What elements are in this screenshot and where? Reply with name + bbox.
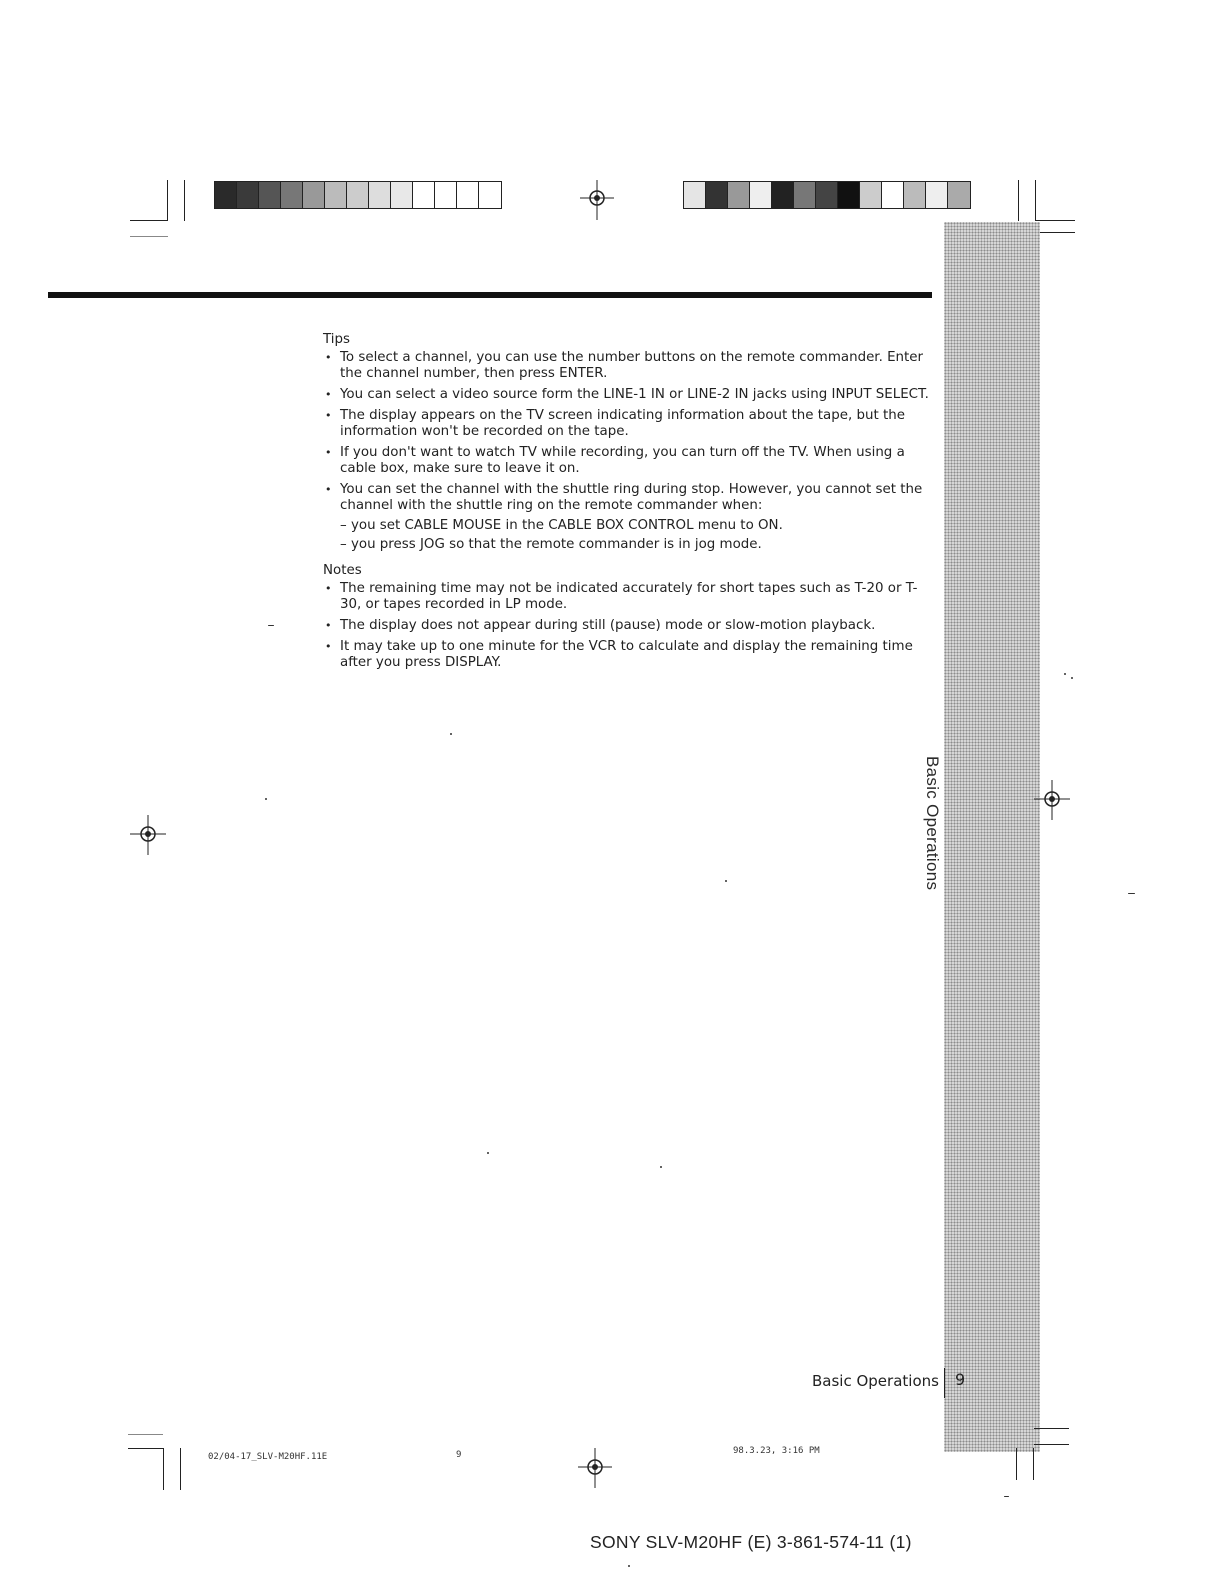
registration-mark-top bbox=[580, 180, 614, 220]
tips-list bbox=[323, 350, 933, 514]
header-rule bbox=[48, 292, 932, 298]
scan-speck bbox=[1128, 893, 1135, 894]
scan-speck bbox=[487, 1152, 489, 1154]
side-tab-label: Basic Operations bbox=[923, 756, 942, 891]
color-calibration-bar-left bbox=[214, 181, 502, 209]
page-number: 9 bbox=[955, 1370, 966, 1389]
registration-mark-left bbox=[130, 815, 166, 855]
scan-speck bbox=[450, 733, 452, 735]
main-content bbox=[323, 332, 933, 677]
color-calibration-bar-right bbox=[683, 181, 971, 209]
tip-item: • You can set the channel with the shuttle ring during stop. However, you cannot set the channel with the shuttle ring on the remote commander when: bbox=[323, 482, 933, 514]
scan-speck bbox=[725, 880, 727, 882]
notes-list bbox=[323, 581, 933, 671]
scan-speck bbox=[265, 798, 267, 800]
tip-item: • You can select a video source form the LINE-1 IN or LINE-2 IN jacks using INPUT SELECT. bbox=[323, 387, 933, 403]
scan-speck bbox=[628, 1565, 630, 1567]
section-side-tab bbox=[944, 222, 1040, 1452]
scan-speck bbox=[1004, 1496, 1009, 1497]
note-item: • It may take up to one minute for the VCR to calculate and display the remaining time after you press DISPLAY. bbox=[323, 639, 933, 671]
scan-speck bbox=[268, 625, 274, 626]
registration-mark-right bbox=[1034, 780, 1070, 820]
tips-heading: Tips bbox=[323, 332, 350, 347]
note-item: • The display does not appear during still (pause) mode or slow-motion playback. bbox=[323, 618, 933, 634]
notes-heading: Notes bbox=[323, 563, 362, 578]
tip-sub-item: – you press JOG so that the remote commander is in jog mode. bbox=[340, 537, 762, 552]
tip-item: • To select a channel, you can use the number buttons on the remote commander. Enter the channel number, then press ENTER. bbox=[323, 350, 933, 382]
slug-page: 9 bbox=[456, 1450, 462, 1460]
footer-section-name: Basic Operations bbox=[812, 1372, 939, 1390]
scan-speck bbox=[660, 1166, 662, 1168]
product-code: SONY SLV-M20HF (E) 3-861-574-11 (1) bbox=[590, 1532, 912, 1552]
scan-speck bbox=[1071, 677, 1073, 679]
tip-item: • The display appears on the TV screen indicating information about the tape, but the information won't be recorded on the tape. bbox=[323, 408, 933, 440]
registration-mark-bottom bbox=[578, 1448, 612, 1488]
tip-sub-item: – you set CABLE MOUSE in the CABLE BOX CONTROL menu to ON. bbox=[340, 518, 783, 533]
scan-speck bbox=[1064, 673, 1066, 675]
slug-timestamp: 98.3.23, 3:16 PM bbox=[733, 1446, 820, 1456]
tip-item: • If you don't want to watch TV while recording, you can turn off the TV. When using a cable box, make sure to leave it on. bbox=[323, 445, 933, 477]
slug-filename: 02/04-17_SLV-M20HF.11E bbox=[208, 1452, 328, 1462]
note-item: • The remaining time may not be indicated accurately for short tapes such as T-20 or T-30, or tapes recorded in LP mode. bbox=[323, 581, 933, 613]
